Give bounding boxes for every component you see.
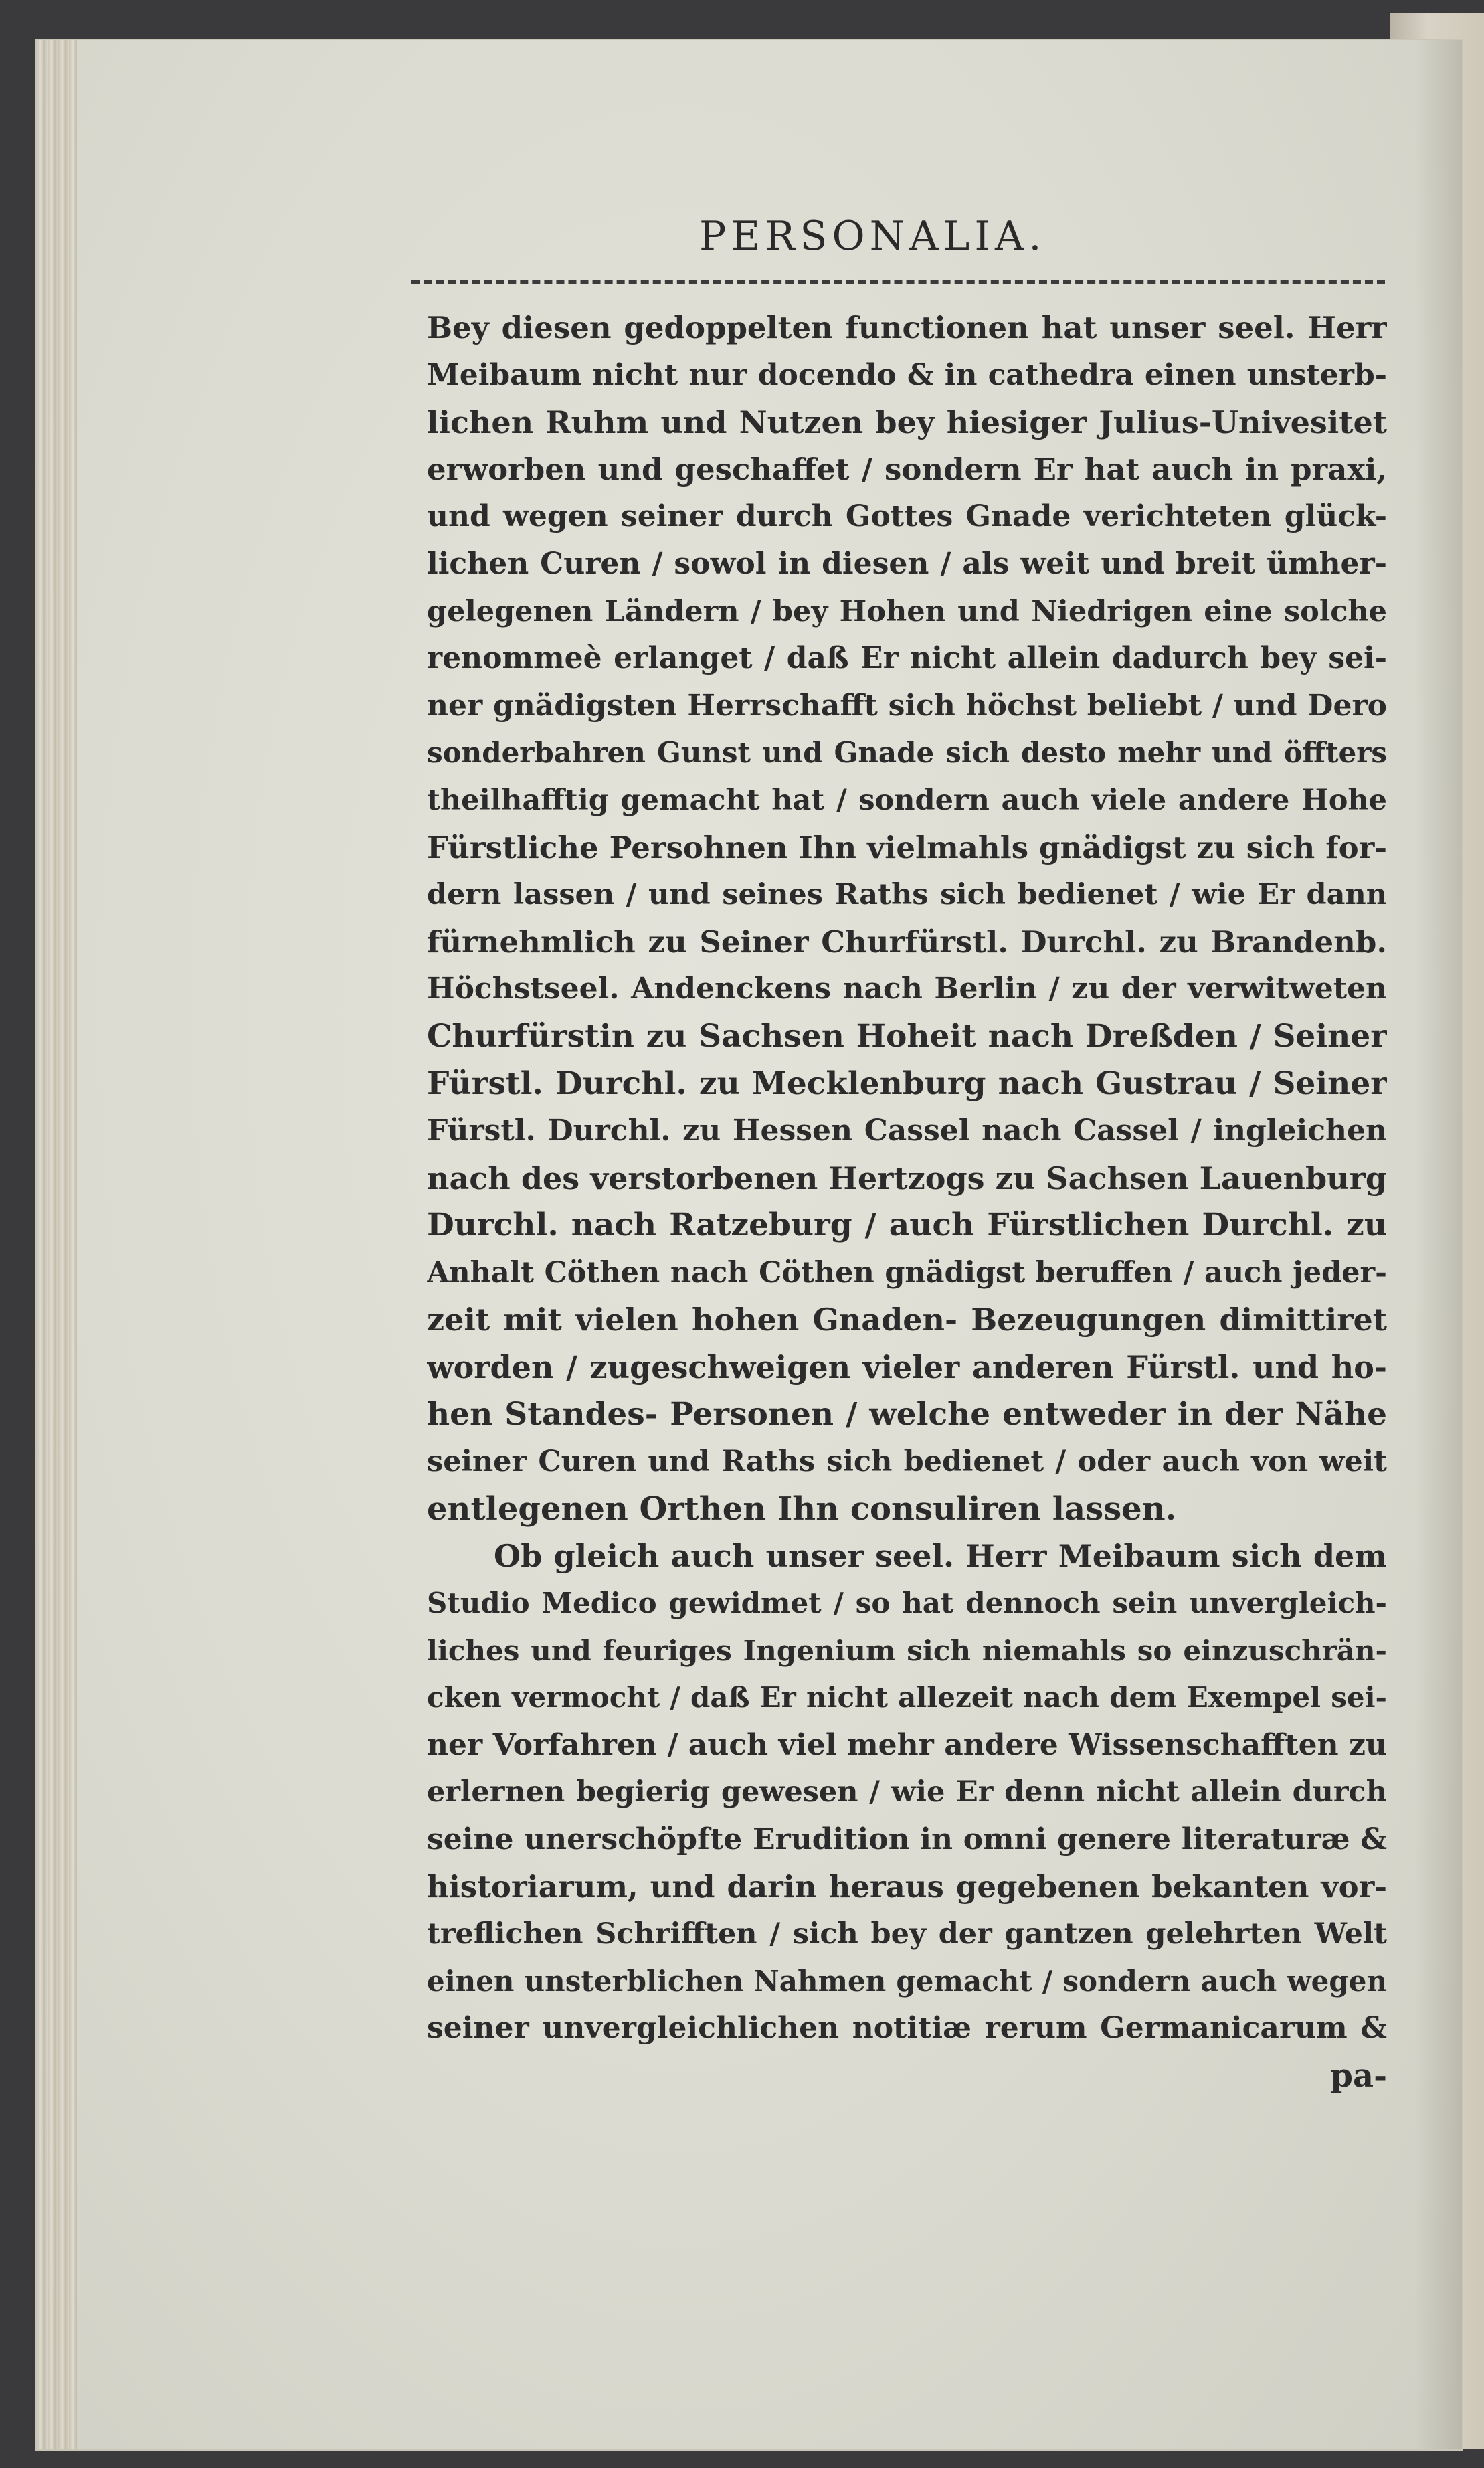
text-line: Durchl. nach Ratzeburg / auch Fürstlichen Durchl. zu <box>427 1207 1387 1244</box>
text-line: fürnehmlich zu Seiner Churfürstl. Durchl. zu Brandenb. <box>427 923 1387 960</box>
text-line: sonderbahren Gunst und Gnade sich desto mehr und öffters <box>427 736 1387 770</box>
page-right-edge <box>1415 40 1462 2449</box>
text-line: entlegenen Orthen Ihn consuliren lassen. <box>427 1490 1177 1528</box>
page-gutter <box>37 40 77 2449</box>
text-line: renommeè erlanget / daß Er nicht allein dadurch bey sei- <box>427 641 1387 676</box>
running-header: PERSONALIA. <box>699 213 1046 260</box>
text-line: lichen Curen / sowol in diesen / als weit und breit ümher- <box>427 546 1387 581</box>
text-line: zeit mit vielen hohen Gnaden- Bezeugungen dimittiret <box>427 1302 1387 1338</box>
text-line: einen unsterblichen Nahmen gemacht / sondern auch wegen <box>427 1964 1387 1998</box>
text-line: Fürstl. Durchl. zu Mecklenburg nach Gustrau / Seiner <box>427 1065 1387 1102</box>
text-line: Ob gleich auch unser seel. Herr Meibaum sich dem <box>494 1538 1387 1575</box>
text-line: gelegenen Ländern / bey Hohen und Niedrigen eine solche <box>427 594 1387 628</box>
text-line: liches und feuriges Ingenium sich niemahls so einzuschrän- <box>427 1634 1387 1667</box>
text-line: treflichen Schrifften / sich bey der gantzen gelehrten Welt <box>427 1917 1387 1951</box>
text-line: erworben und geschaffet / sondern Er hat auch in praxi, <box>427 451 1387 487</box>
text-line: seiner Curen und Raths sich bedienet / oder auch von weit <box>427 1445 1387 1479</box>
text-line: lichen Ruhm und Nutzen bey hiesiger Julius-Univesitet <box>427 404 1387 441</box>
text-line: ner gnädigsten Herrschafft sich höchst beliebt / und Dero <box>427 688 1387 723</box>
text-line: Fürstliche Persohnen Ihn vielmahls gnädigst zu sich for- <box>427 829 1387 865</box>
text-line: seine unerschöpfte Erudition in omni genere literaturæ & <box>427 1822 1387 1856</box>
text-line: historiarum, und darin heraus gegebenen bekanten vor- <box>427 1868 1387 1905</box>
text-line: Höchstseel. Andenckens nach Berlin / zu der verwitweten <box>427 972 1387 1006</box>
text-line: Bey diesen gedoppelten functionen hat unser seel. Herr <box>427 310 1387 345</box>
header-rule <box>411 280 1385 284</box>
catchword: pa- <box>1330 2056 1387 2095</box>
body-text <box>427 304 1387 2100</box>
text-line: hen Standes- Personen / welche entweder in der Nähe <box>427 1395 1387 1433</box>
text-line: erlernen begierig gewesen / wie Er denn nicht allein durch <box>427 1775 1387 1810</box>
text-line: seiner unvergleichlichen notitiæ rerum Germanicarum & <box>427 2011 1387 2046</box>
text-line: Studio Medico gewidmet / so hat dennoch sein unvergleich- <box>427 1587 1387 1620</box>
text-line: Churfürstin zu Sachsen Hoheit nach Dreßden / Seiner <box>427 1017 1387 1055</box>
text-line: worden / zugeschweigen vieler anderen Fürstl. und ho- <box>427 1349 1387 1386</box>
text-line: nach des verstorbenen Hertzogs zu Sachsen Lauenburg <box>427 1160 1387 1197</box>
text-line: Anhalt Cöthen nach Cöthen gnädigst beruffen / auch jeder- <box>427 1255 1387 1290</box>
text-line: Fürstl. Durchl. zu Hessen Cassel nach Cassel / ingleichen <box>427 1114 1387 1148</box>
text-line: theilhafftig gemacht hat / sondern auch viele andere Hohe <box>427 783 1387 817</box>
text-line: Meibaum nicht nur docendo & in cathedra einen unsterb- <box>427 357 1387 392</box>
text-line: und wegen seiner durch Gottes Gnade verichteten glück- <box>427 499 1387 534</box>
text-line: ner Vorfahren / auch viel mehr andere Wissenschafften zu <box>427 1727 1387 1762</box>
text-line: cken vermocht / daß Er nicht allezeit nach dem Exempel sei- <box>427 1681 1387 1714</box>
text-line: dern lassen / und seines Raths sich bedienet / wie Er dann <box>427 878 1387 912</box>
